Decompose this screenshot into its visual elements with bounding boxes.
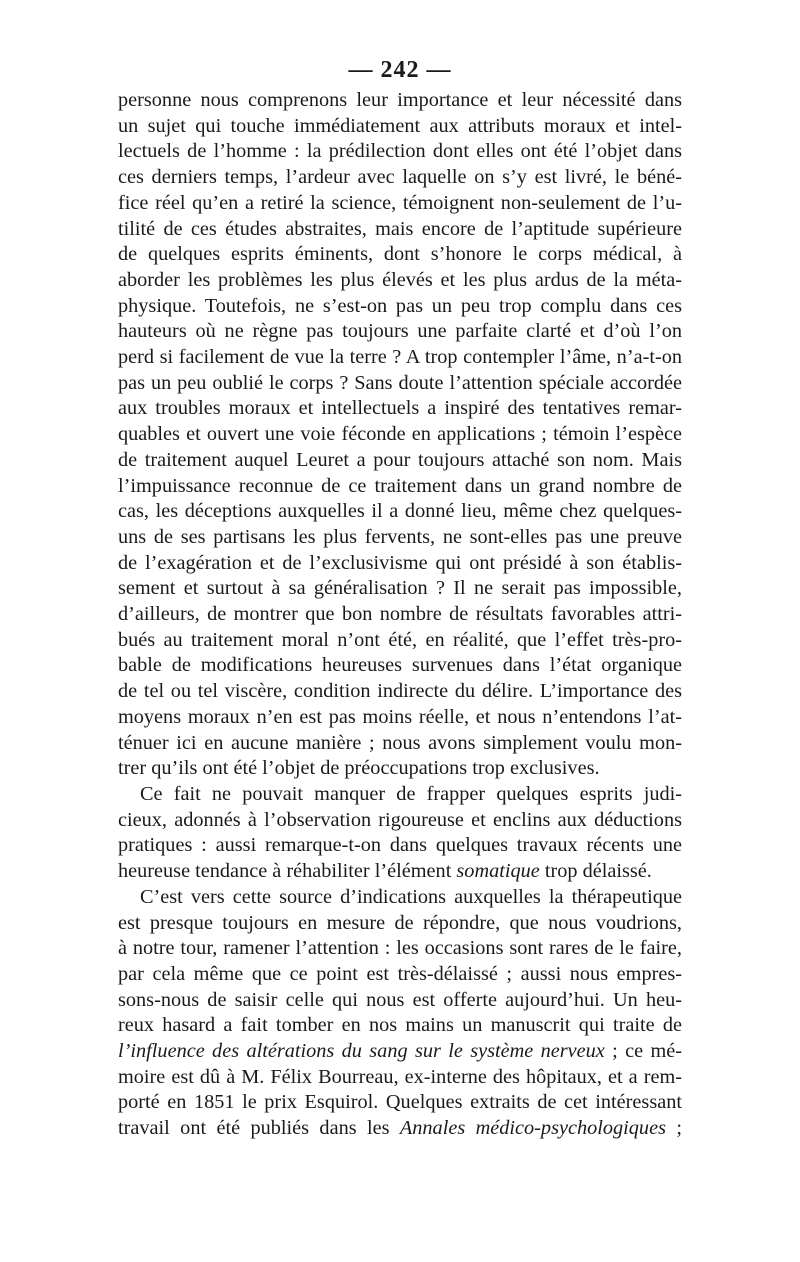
text-line: bable de modifications heureuses survenues dans l’état organique	[118, 654, 682, 677]
text-line: un sujet qui touche immédiatement aux attributs moraux et intel-	[118, 114, 682, 137]
text-line: bués au traitement moral n’ont été, en réalité, que l’effet très-pro-	[118, 628, 682, 651]
text-line: cieux, adonnés à l’observation rigoureuse et enclins aux déductions	[118, 808, 682, 831]
text-line: tilité de ces études abstraites, mais encore de l’aptitude supérieure	[118, 217, 682, 240]
paragraph	[118, 88, 682, 782]
page-number: — 242 —	[348, 57, 452, 83]
text-line: de l’exagération et de l’exclusivisme qui ont présidé à son établis-	[118, 551, 682, 574]
text-line: personne nous comprenons leur importance et leur nécessité dans	[118, 89, 682, 111]
text-segment: ;	[665, 1117, 682, 1140]
text-line: C’est vers cette source d’indications auxquelles la thérapeutique	[140, 885, 682, 908]
italic-text: somatique	[456, 860, 540, 883]
text-line: à notre tour, ramener l’attention : les occasions sont rares de le faire,	[118, 937, 682, 960]
text-line: reux hasard a fait tomber en nos mains un manuscrit qui traite de	[118, 1014, 682, 1037]
text-line: ces derniers temps, l’ardeur avec laquelle on s’y est livré, le béné-	[118, 166, 682, 189]
text-line: perd si facilement de vue la terre ? A trop contempler l’âme, n’a-t-on	[118, 346, 682, 369]
text-line: aux troubles moraux et intellectuels a inspiré des tentatives remar-	[118, 397, 682, 420]
text-line: Ce fait ne pouvait manquer de frapper quelques esprits judi-	[140, 782, 682, 805]
text-line: uns de ses partisans les plus fervents, ne sont-elles pas une preuve	[118, 525, 682, 548]
text-segment: ; ce mé-	[604, 1040, 682, 1063]
paragraph	[118, 782, 682, 885]
text-line: pratiques : aussi remarque-t-on dans quelques travaux récents une	[118, 834, 682, 857]
italic-text: l’influence des altérations du sang sur le système nerveux	[118, 1040, 605, 1063]
italic-text: Annales médico-psychologiques	[399, 1117, 666, 1140]
text-line	[118, 1116, 682, 1142]
text-line: d’ailleurs, de montrer que bon nombre de résultats favorables attri-	[118, 603, 682, 626]
text-line: sement et surtout à sa généralisation ? Il ne serait pas impossible,	[118, 577, 682, 600]
text-line: par cela même que ce point est très-délaissé ; aussi nous empres-	[118, 962, 682, 985]
book-page	[118, 52, 682, 1142]
paragraph	[118, 885, 682, 1142]
text-line	[118, 1039, 682, 1065]
text-segment: travail ont été publiés dans les	[118, 1117, 400, 1140]
text-line: de quelques esprits éminents, dont s’honore le corps médical, à	[118, 243, 682, 266]
text-line	[118, 859, 682, 885]
text-line: quables et ouvert une voie féconde en applications ; témoin l’espèce	[118, 423, 682, 446]
text-line: trer qu’ils ont été l’objet de préoccupations trop exclusives.	[118, 757, 600, 780]
text-line: de traitement auquel Leuret a pour toujours attaché son nom. Mais	[118, 448, 682, 471]
text-line: sons-nous de saisir celle qui nous est offerte aujourd’hui. Un heu-	[118, 988, 682, 1011]
text-line: porté en 1851 le prix Esquirol. Quelques extraits de cet intéressant	[118, 1091, 682, 1114]
text-line: de tel ou tel viscère, condition indirecte du délire. L’importance des	[118, 680, 682, 703]
text-line: physique. Toutefois, ne s’est-on pas un peu trop complu dans ces	[118, 294, 682, 317]
text-line: fice réel qu’en a retiré la science, témoignent non-seulement de l’u-	[118, 191, 682, 214]
text-line: pas un peu oublié le corps ? Sans doute l’attention spéciale accordée	[118, 371, 682, 394]
text-line: aborder les problèmes les plus élevés et les plus ardus de la méta-	[118, 268, 682, 291]
text-line: moyens moraux n’en est pas moins réelle, et nous n’entendons l’at-	[118, 705, 682, 728]
text-segment: trop délaissé.	[539, 860, 652, 883]
text-line: cas, les déceptions auxquelles il a donné lieu, même chez quelques-	[118, 500, 682, 523]
text-line: ténuer ici en aucune manière ; nous avons simplement voulu mon-	[118, 731, 682, 754]
text-line: lectuels de l’homme : la prédilection dont elles ont été l’objet dans	[118, 140, 682, 163]
text-line: est presque toujours en mesure de répondre, que nous voudrions,	[118, 911, 682, 934]
text-line: moire est dû à M. Félix Bourreau, ex-interne des hôpitaux, et a rem-	[118, 1065, 682, 1088]
text-line: l’impuissance reconnue de ce traitement dans un grand nombre de	[118, 474, 682, 497]
text-segment: heureuse tendance à réhabiliter l’élément	[118, 860, 457, 883]
text-line: hauteurs où ne règne pas toujours une parfaite clarté et d’où l’on	[118, 320, 682, 343]
body-text	[118, 88, 682, 1142]
